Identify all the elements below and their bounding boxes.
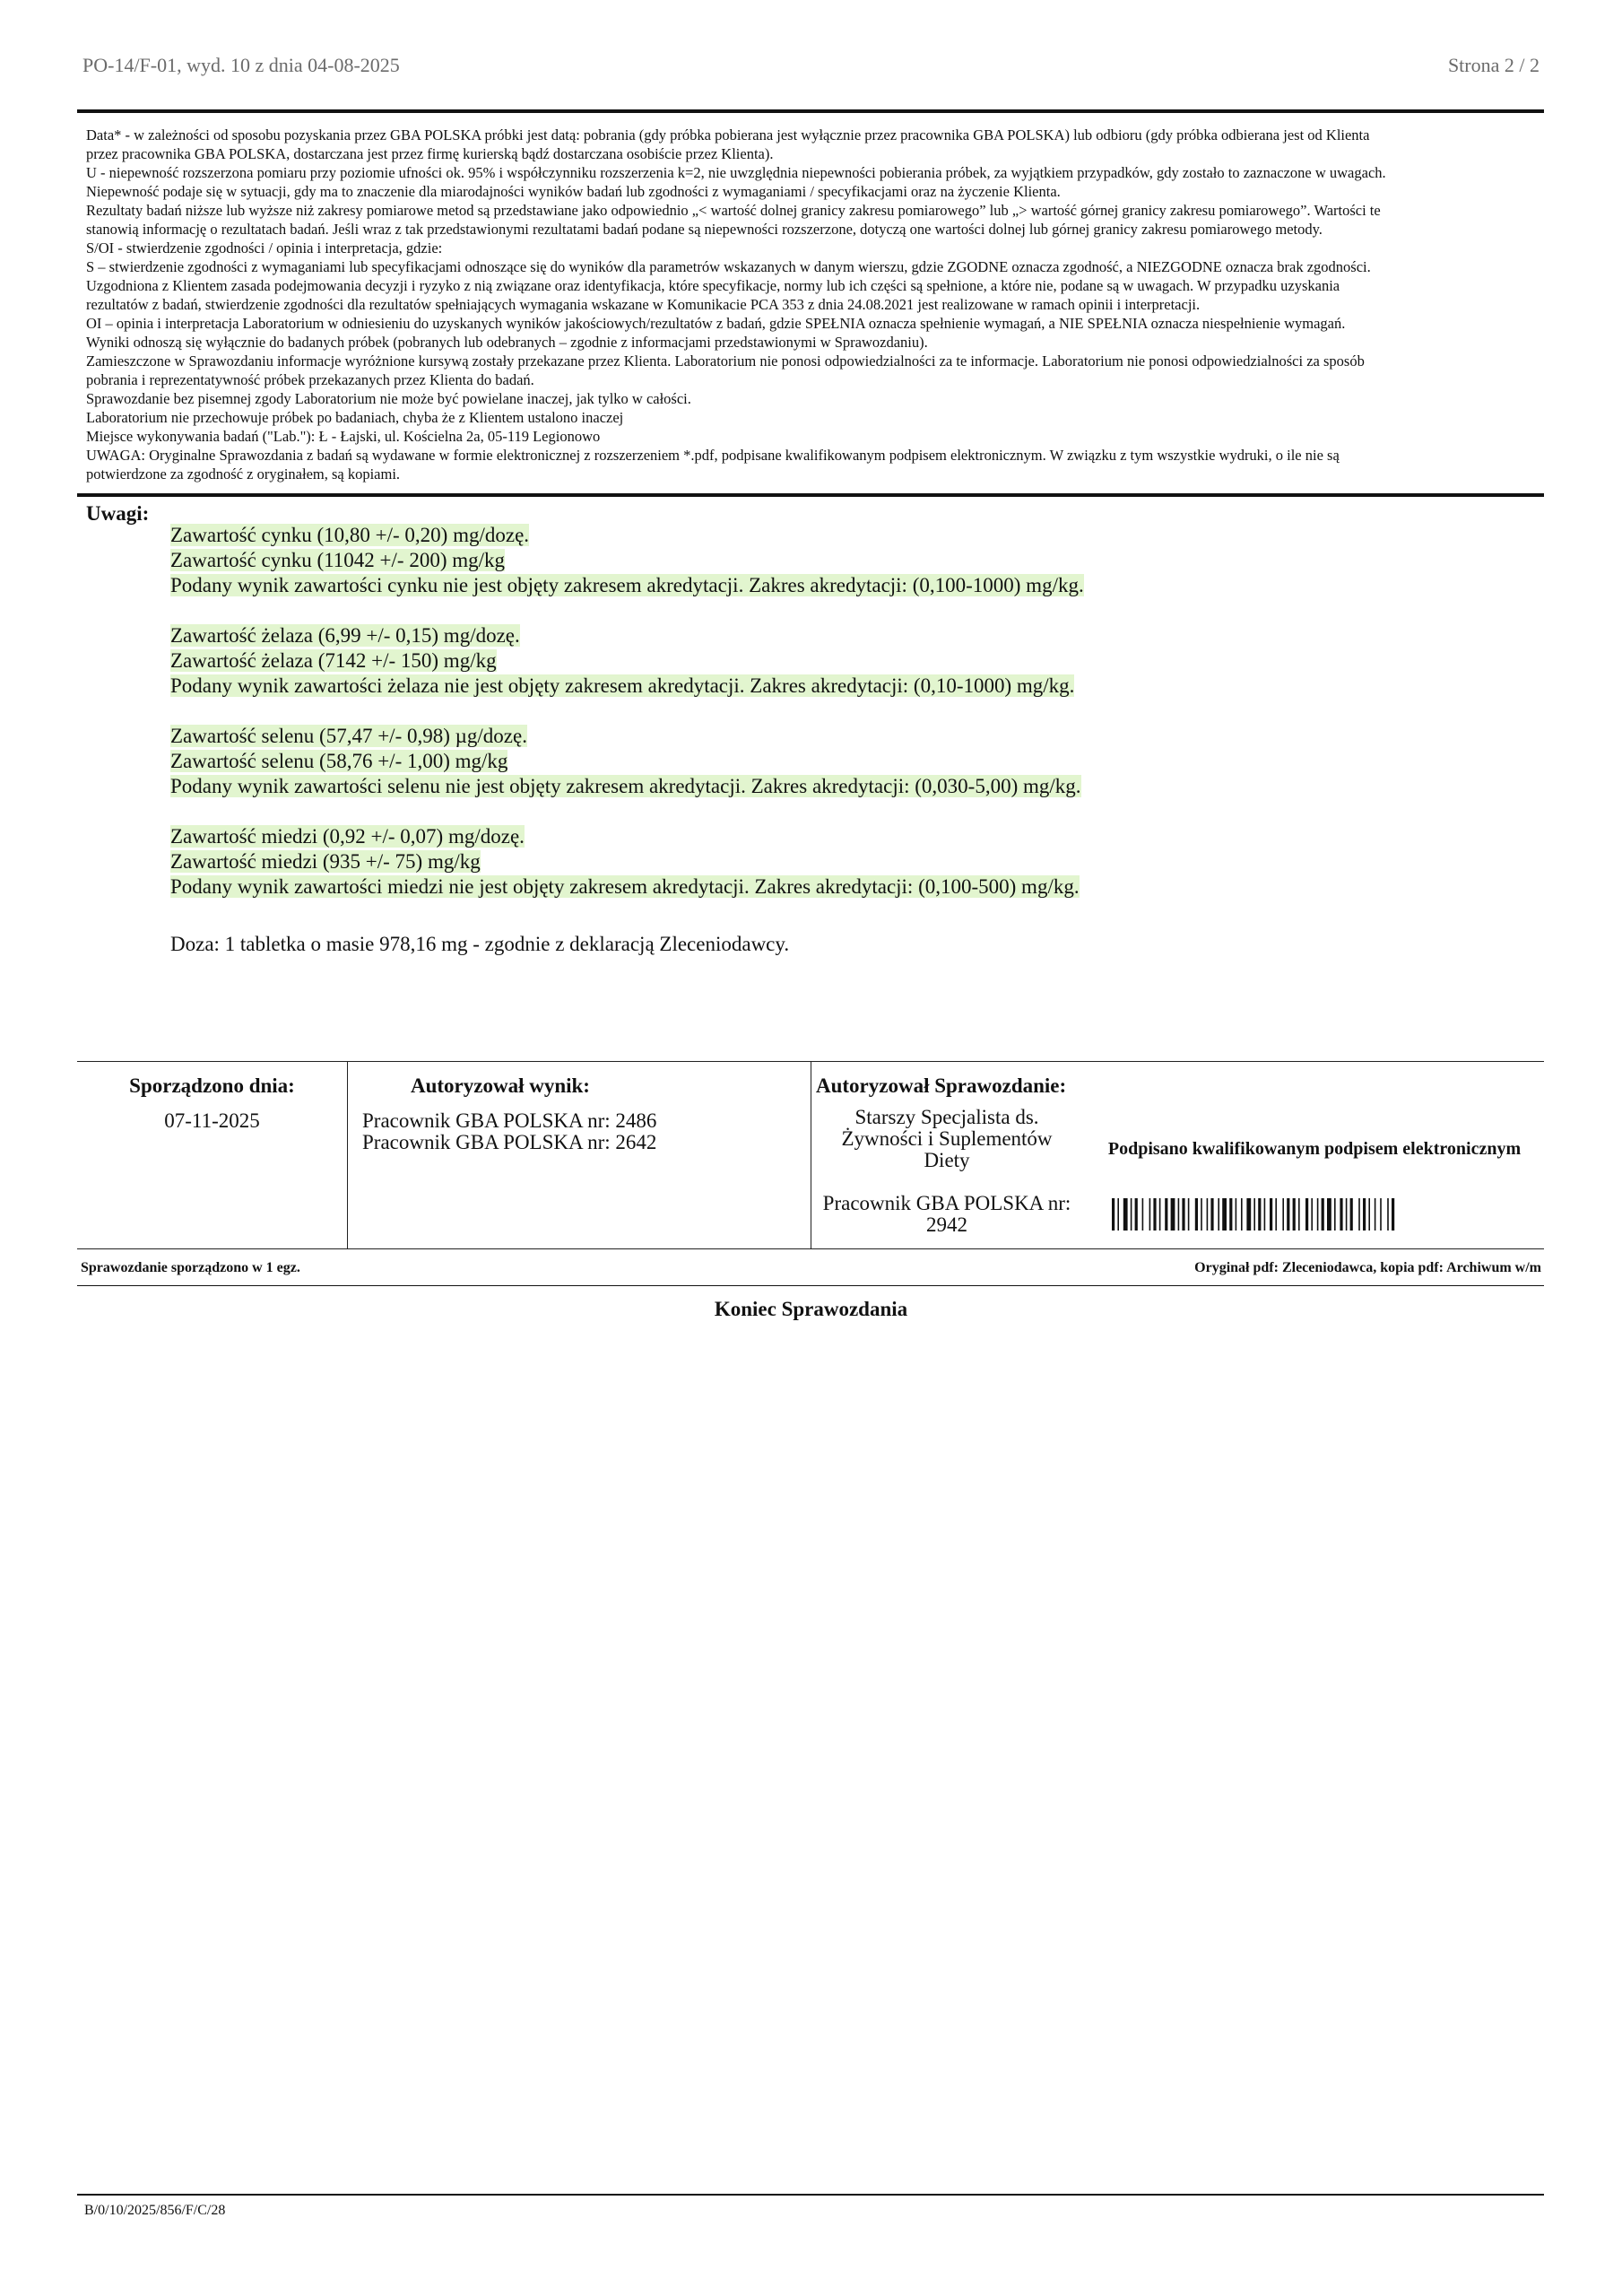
remark-line: [170, 674, 1084, 699]
form-identifier: PO-14/F-01, wyd. 10 z dnia 04-08-2025: [82, 54, 400, 76]
note-line: S – stwierdzenie zgodności z wymaganiami lub specyfikacjami odnoszące się do wyników dla parametrów wskazanych w danym wierszu, gdzie ZGODNE oznacza zgodność, a NIEZGODNE oznacza brak zgodności.: [86, 258, 1371, 275]
remark-line: [170, 648, 1084, 674]
authorizer-role-1: Starszy Specjalista ds.: [854, 1106, 1039, 1128]
signature-table: [77, 1061, 1544, 1249]
report-authorized-label: Autoryzował Sprawozdanie:: [816, 1074, 1067, 1097]
remark-text: Zawartość żelaza (7142 +/- 150) mg/kg: [170, 649, 497, 672]
column-divider: [347, 1062, 348, 1248]
footer-divider: [77, 2194, 1544, 2196]
remark-line: [170, 573, 1084, 598]
note-line: Rezultaty badań niższe lub wyższe niż zakresy pomiarowe metod są przedstawiane jako odpowiednio „< wartość dolnej granicy zakresu pomiarowego” lub „> wartość górnej granicy zakresu pomiarowego”. Wartości te: [86, 202, 1381, 219]
note-line: Niepewność podaje się w sytuacji, gdy ma to znaczenie dla miarodajności wyników badań lub zgodności z wymaganiami / specyfikacjami oraz na życzenie Klienta.: [86, 183, 1061, 200]
remark-text: Podany wynik zawartości miedzi nie jest objęty zakresem akredytacji. Zakres akredytacji: (0,100-500) mg/kg.: [170, 875, 1080, 898]
result-authorizer-1: Pracownik GBA POLSKA nr: 2486: [362, 1109, 657, 1132]
note-line: potwierdzone za zgodność z oryginałem, są kopiami.: [86, 465, 401, 483]
prepared-label: Sporządzono dnia:: [129, 1074, 295, 1097]
note-line: Laboratorium nie przechowuje próbek po badaniach, chyba że z Klientem ustalono inaczej: [86, 409, 624, 426]
remark-line: [170, 824, 1084, 849]
remark-text: Zawartość selenu (57,47 +/- 0,98) µg/dozę.: [170, 725, 527, 747]
remark-text: Podany wynik zawartości żelaza nie jest objęty zakresem akredytacji. Zakres akredytacji: (0,10-1000) mg/kg.: [170, 674, 1075, 697]
remark-line: [170, 749, 1084, 774]
top-divider: [77, 109, 1544, 113]
remark-text: Zawartość cynku (10,80 +/- 0,20) mg/dozę.: [170, 524, 530, 546]
remarks-block: [170, 523, 1084, 957]
note-line: Zamieszczone w Sprawozdaniu informacje wyróżnione kursywą zostały przekazane przez Klienta. Laboratorium nie ponosi odpowiedzialności za te informacje. Laboratorium nie ponosi odpowiedzialności za sposób: [86, 352, 1365, 370]
legal-notes: [86, 126, 1539, 483]
remark-text: Podany wynik zawartości cynku nie jest objęty zakresem akredytacji. Zakres akredytacji: (0,100-1000) mg/kg.: [170, 574, 1084, 596]
remark-text: Podany wynik zawartości selenu nie jest objęty zakresem akredytacji. Zakres akredytacji: (0,030-5,00) mg/kg.: [170, 775, 1081, 797]
remark-text: Zawartość selenu (58,76 +/- 1,00) mg/kg: [170, 750, 508, 772]
authorizer-employee: Pracownik GBA POLSKA nr:: [822, 1192, 1071, 1214]
note-line: U - niepewność rozszerzona pomiaru przy poziomie ufności ok. 95% i współczynniku rozszerzenia k=2, nie uwzględnia niepewności pobierania próbek, za wyjątkiem przypadków, gdy zostało to zaznaczone w uwagach.: [86, 164, 1386, 181]
authorizer-role-2: Żywności i Suplementów: [841, 1127, 1053, 1150]
remark-line: [170, 523, 1084, 548]
copy-distribution: Oryginał pdf: Zleceniodawca, kopia pdf: Archiwum w/m: [1194, 1260, 1541, 1275]
remark-text: Zawartość miedzi (935 +/- 75) mg/kg: [170, 850, 481, 873]
remark-text: Zawartość miedzi (0,92 +/- 0,07) mg/dozę.: [170, 825, 525, 848]
end-of-report: Koniec Sprawozdania: [714, 1298, 908, 1320]
remark-text: Zawartość cynku (11042 +/- 200) mg/kg: [170, 549, 506, 571]
barcode-icon: [1112, 1198, 1515, 1231]
note-line: przez pracownika GBA POLSKA, dostarczana jest przez firmę kurierską bądź dostarczana osobiście przez Klienta).: [86, 145, 774, 162]
page-number: Strona 2 / 2: [1447, 54, 1540, 76]
remark-line: [170, 874, 1084, 900]
note-line: OI – opinia i interpretacja Laboratorium w odniesieniu do uzyskanych wyników jakościowych/rezultatów z badań, gdzie SPEŁNIA oznacza spełnienie wymagań, a NIE SPEŁNIA oznacza niespełnienie wymagań.: [86, 315, 1346, 332]
note-line: Uzgodniona z Klientem zasada podejmowania decyzji i ryzyko z nią związane oraz identyfikacja, które specyfikacje, normy lub ich części są spełnione, a które nie, podane są w uwagach. W przypadku uzyskania: [86, 277, 1340, 294]
electronic-signature-text: Podpisano kwalifikowanym podpisem elektronicznym: [1107, 1139, 1522, 1159]
remark-line: [170, 849, 1084, 874]
remark-line: [170, 774, 1084, 799]
note-line: Sprawozdanie bez pisemnej zgody Laboratorium nie może być powielane inaczej, jak tylko w całości.: [86, 390, 691, 407]
remark-line: [170, 548, 1084, 573]
result-authorized-label: Autoryzował wynik:: [411, 1074, 590, 1097]
authorizer-employee-number: 2942: [926, 1213, 967, 1236]
remark-line: [170, 724, 1084, 749]
prepared-date: 07-11-2025: [164, 1109, 260, 1132]
note-line: Miejsce wykonywania badań ("Lab."): Ł - Łajski, ul. Kościelna 2a, 05-119 Legionowo: [86, 428, 601, 445]
remark-text: Zawartość żelaza (6,99 +/- 0,15) mg/dozę.: [170, 624, 520, 647]
document-code: B/0/10/2025/856/F/C/28: [84, 2203, 226, 2218]
note-line: Wyniki odnoszą się wyłącznie do badanych próbek (pobranych lub odebranych – zgodnie z informacjami przedstawionymi w Sprawozdaniu).: [86, 334, 928, 351]
copies-divider: [77, 1285, 1544, 1286]
note-line: S/OI - stwierdzenie zgodności / opinia i interpretacja, gdzie:: [86, 239, 443, 257]
result-authorizer-2: Pracownik GBA POLSKA nr: 2642: [362, 1131, 657, 1153]
note-line: Data* - w zależności od sposobu pozyskania przez GBA POLSKA próbki jest datą: pobrania (gdy próbka pobierana jest wyłącznie przez pracownika GBA POLSKA) lub odbioru (gdy próbka odbierana jest od Klienta: [86, 126, 1370, 144]
note-line: pobrania i reprezentatywność próbek przekazanych przez Klienta do badań.: [86, 371, 534, 388]
note-line: rezultatów z badań, stwierdzenie zgodności dla rezultatów spełniających wymagania wskazane w Komunikacie PCA 353 z dnia 24.08.2021 jest realizowane w ramach opinii i interpretacji.: [86, 296, 1201, 313]
authorizer-role-3: Diety: [924, 1149, 970, 1171]
copies-count: Sprawozdanie sporządzono w 1 egz.: [81, 1260, 300, 1275]
note-line: stanowią informację o rezultatach badań. Jeśli wraz z tak przedstawionymi rezultatami badań podane są niepewności rozszerzone, dotyczą one wartości dolnej lub górnej granicy zakresu pomiarowego metody.: [86, 221, 1323, 238]
remark-line: [170, 623, 1084, 648]
note-line: UWAGA: Oryginalne Sprawozdania z badań są wydawane w formie elektronicznej z rozszerzeniem *.pdf, podpisane kwalifikowanym podpisem elektronicznym. W związku z tym wszystkie wydruki, o ile nie są: [86, 447, 1340, 464]
remarks-label: Uwagi:: [86, 502, 150, 525]
notes-divider: [77, 493, 1544, 497]
dose-text: Doza: 1 tabletka o masie 978,16 mg - zgodnie z deklaracją Zleceniodawcy.: [170, 933, 790, 955]
